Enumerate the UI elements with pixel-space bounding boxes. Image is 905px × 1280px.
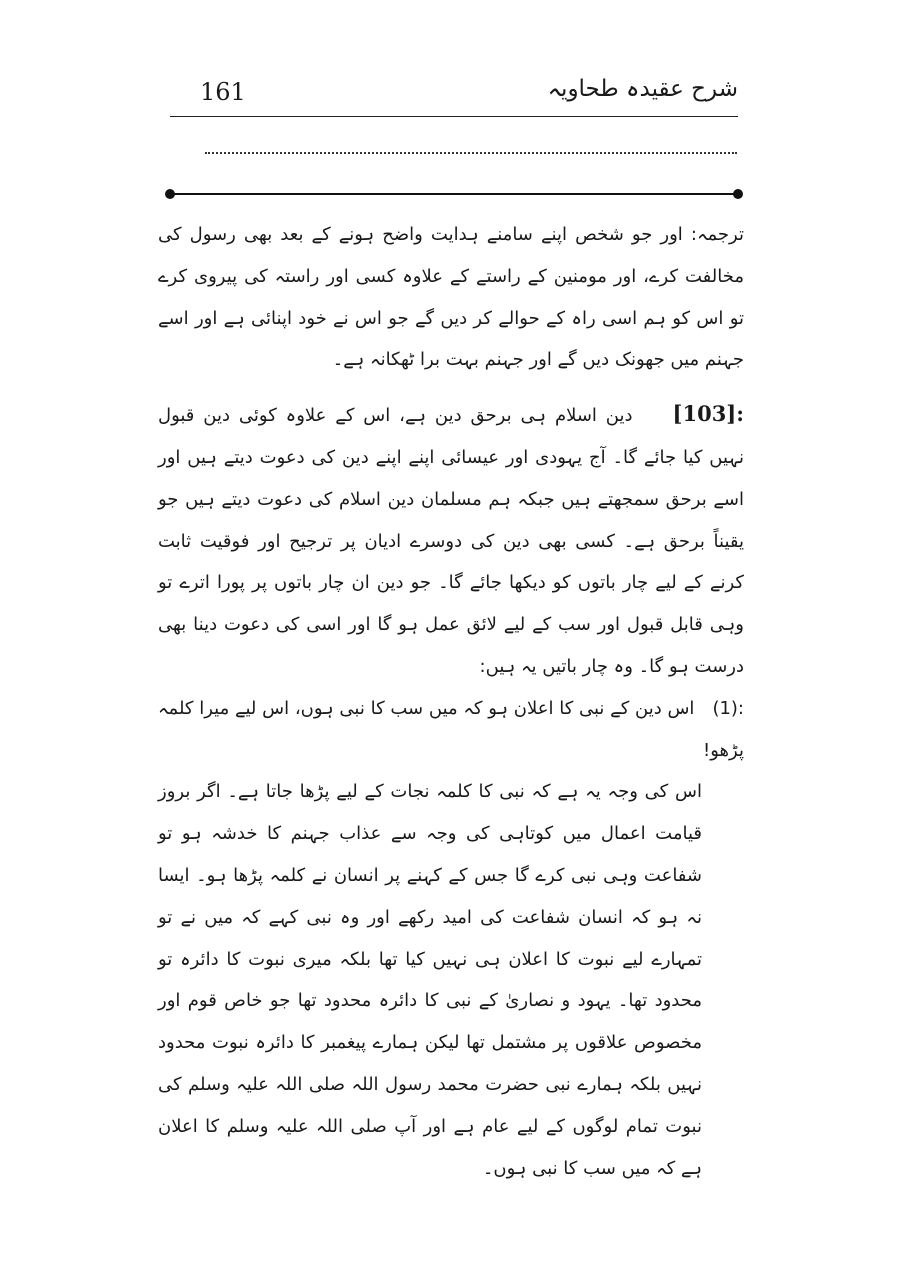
item-explanation: اس کی وجہ یہ ہے کہ نبی کا کلمہ نجات کے لیے پڑھا جاتا ہے۔ اگر بروز قیامت اعمال میں کوتاہی کی وجہ سے عذاب جہنم کا خدشہ ہو تو شفاعت وہی نبی کرے گا جس کے کہنے پر انسان نے کلمہ پڑھا ہو۔ ایسا نہ ہو کہ انسان شفاعت کی امید رکھے اور وہ نبی کہے کہ میں نے تو تمہارے لیے نبوت کا اعلان ہی نہیں کیا تھا بلکہ میری نبوت کا دائرہ تو محدود تھا۔ یہود و نصاریٰ کے نبی کا دائرہ محدود تھا جو خاص قوم اور مخصوص علاقوں پر مشتمل تھا لیکن ہمارے پیغمبر کا دائرہ نبوت محدود نہیں بلکہ ہمارے نبی حضرت محمد رسول اللہ صلی اللہ علیہ وسلم کی نبوت تمام لوگوں کے لیے عام ہے اور آپ صلی اللہ علیہ وسلم کا اعلان ہے کہ میں سب کا نبی ہوں۔ — [158, 781, 702, 1179]
item-number: (1): — [712, 697, 744, 719]
book-title: شرح عقیدہ طحاویہ — [547, 76, 738, 102]
section-number: [103]: — [672, 401, 744, 427]
divider-dot-left — [165, 189, 175, 199]
translation-paragraph: ترجمہ: اور جو شخص اپنے سامنے ہدایت واضح ہونے کے بعد بھی رسول کی مخالفت کرے، اور مومنین کے راستے کے علاوہ کسی اور راستہ کی پیروی کرے تو اس کو ہم اسی راہ کے حوالے کر دیں گے جو اس نے خود اپنائی ہے اور اسے جہنم میں جھونک دیں گے اور جہنم بہت برا ٹھکانہ ہے۔ — [158, 224, 744, 371]
list-item — [158, 688, 744, 772]
page-header — [170, 72, 738, 117]
dotted-separator — [205, 152, 737, 154]
section-divider — [168, 193, 740, 195]
page-number: 161 — [200, 78, 246, 106]
section-intro: دین اسلام ہی برحق دین ہے، اس کے علاوہ کوئی دین قبول نہیں کیا جائے گا۔ آج یہودی اور عیسائی اپنے اپنے دین کی دعوت دیتے ہیں اور اسے برحق سمجھتے ہیں جبکہ ہم مسلمان دین اسلام کی دعوت دیتے ہیں جو یقیناً برحق ہے۔ کسی بھی دین کی دوسرے ادیان پر ترجیح اور فوقیت ثابت کرنے کے لیے چار باتوں کو دیکھا جائے گا۔ جو دین ان چار باتوں پر پورا اترے تو وہی قابل قبول اور سب کے لیے لائق عمل ہو گا اور اسی کی دعوت دینا بھی درست ہو گا۔ وہ چار باتیں یہ ہیں: — [158, 405, 744, 677]
section-paragraph — [158, 393, 744, 688]
item-text: اس دین کے نبی کا اعلان ہو کہ میں سب کا نبی ہوں، اس لیے میرا کلمہ پڑھو! — [158, 697, 744, 761]
divider-dot-right — [733, 189, 743, 199]
page-body — [158, 214, 744, 1189]
